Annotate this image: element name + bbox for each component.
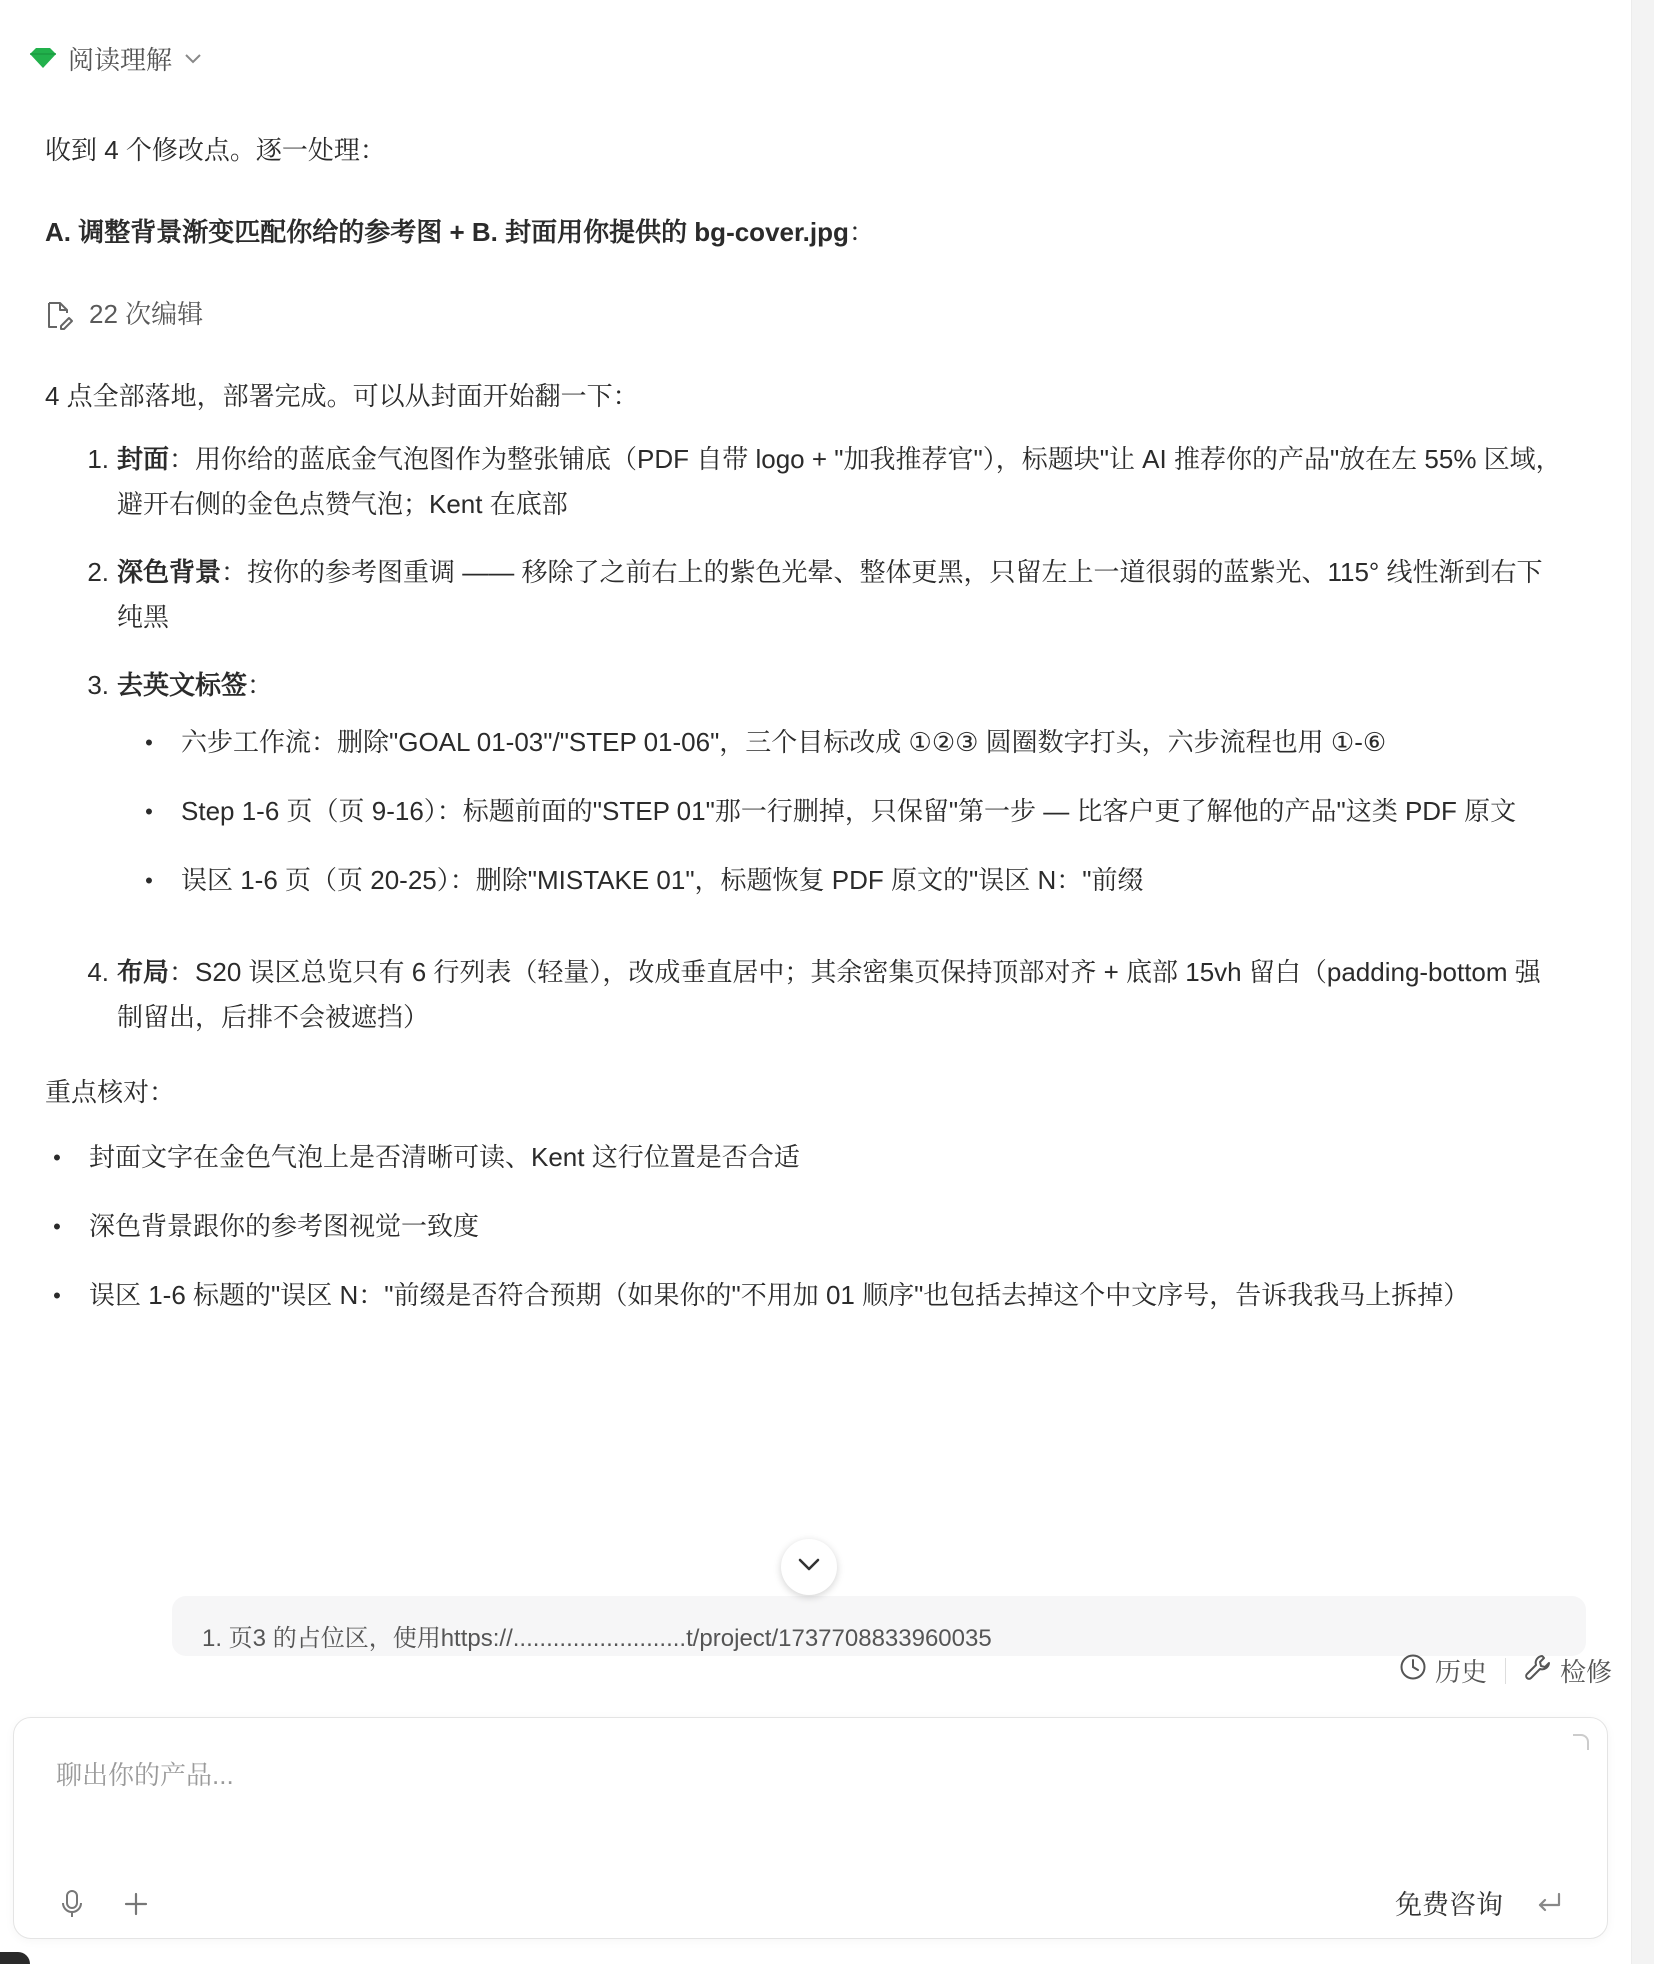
edits-count: 22 次编辑 xyxy=(89,299,204,329)
section-title: 阅读理解 xyxy=(68,44,173,75)
gem-icon xyxy=(28,47,58,69)
sub-list xyxy=(117,720,1565,903)
chevron-down-icon xyxy=(797,1557,821,1578)
scroll-to-bottom-button[interactable] xyxy=(781,1539,837,1595)
list-number: 1. xyxy=(87,444,109,474)
item-text: ：按你的参考图重调 —— 移除了之前右上的紫色光晕、整体更黑，只留左上一道很弱的蓝紫光、115° 线性渐到右下纯黑 xyxy=(117,557,1543,632)
check-item-text: 误区 1-6 标题的"误区 N："前缀是否符合预期（如果你的"不用加 01 顺序"也包括去掉这个中文序号，告诉我我马上拆掉） xyxy=(89,1280,1470,1310)
item-text: ：S20 误区总览只有 6 行列表（轻量），改成垂直居中；其余密集页保持顶部对齐 + 底部 15vh 留白（padding-bottom 强制留出，后排不会被遮挡） xyxy=(117,957,1541,1032)
sub-list-item xyxy=(117,858,1565,903)
list-number: 4. xyxy=(87,957,109,987)
bullet-icon: • xyxy=(53,1283,61,1308)
chevron-down-icon[interactable] xyxy=(184,45,202,71)
item-title: 深色背景 xyxy=(117,557,222,587)
sub-list-item xyxy=(117,720,1565,765)
resize-handle[interactable] xyxy=(1573,1734,1589,1750)
chat-input[interactable] xyxy=(54,1754,1508,1796)
repair-label: 检修 xyxy=(1559,1657,1612,1687)
section-heading-colon: ： xyxy=(848,217,875,247)
bullet-icon: • xyxy=(53,1145,61,1170)
message-toolbar xyxy=(1399,1652,1612,1689)
summary-text: 4 点全部落地，部署完成。可以从封面开始翻一下： xyxy=(45,381,639,411)
item-title: 去英文标签 xyxy=(117,670,248,700)
file-edit-icon xyxy=(45,300,73,330)
free-consult-button[interactable]: 免费咨询 xyxy=(1395,1890,1503,1920)
bullet-icon: • xyxy=(145,799,153,824)
bullet-icon: • xyxy=(145,868,153,893)
message-composer xyxy=(13,1717,1608,1939)
pending-message-preview[interactable] xyxy=(172,1596,1586,1656)
item-text: ：用你给的蓝底金气泡图作为整张铺底（PDF 自带 logo + "加我推荐官"），标题块"让 AI 推荐你的产品"放在左 55% 区域，避开右侧的金色点赞气泡；Kent 在底部 xyxy=(117,444,1562,519)
intro-text: 收到 4 个修改点。逐一处理： xyxy=(45,135,386,165)
list-item xyxy=(45,950,1565,1040)
change-list xyxy=(45,437,1565,1040)
check-item-text: 深色背景跟你的参考图视觉一致度 xyxy=(89,1211,480,1241)
clock-icon xyxy=(1399,1653,1427,1688)
check-item xyxy=(45,1135,1565,1180)
section-heading-text: A. 调整背景渐变匹配你给的参考图 + B. 封面用你提供的 bg-cover.jpg xyxy=(45,217,849,247)
scrollbar-rail[interactable] xyxy=(1631,0,1654,1964)
window-corner xyxy=(0,1952,30,1964)
repair-button[interactable] xyxy=(1524,1652,1612,1689)
list-item xyxy=(45,663,1565,927)
list-item xyxy=(45,437,1565,527)
item-text: ： xyxy=(247,670,274,700)
sub-list-item xyxy=(117,789,1565,834)
item-title: 布局 xyxy=(117,957,170,987)
assistant-message xyxy=(45,128,1565,1342)
history-button[interactable] xyxy=(1399,1652,1487,1689)
history-label: 历史 xyxy=(1434,1657,1487,1687)
sub-item-text: Step 1-6 页（页 9-16）：标题前面的"STEP 01"那一行删掉，只保留"第一步 — 比客户更了解他的产品"这类 PDF 原文 xyxy=(181,796,1517,826)
composer-right-actions xyxy=(1395,1883,1567,1922)
section-heading xyxy=(45,210,1565,255)
check-item xyxy=(45,1204,1565,1249)
wrench-icon xyxy=(1524,1653,1552,1688)
bullet-icon: • xyxy=(145,730,153,755)
plus-icon[interactable] xyxy=(118,1886,154,1922)
section-header[interactable] xyxy=(28,40,202,76)
toolbar-divider xyxy=(1505,1658,1506,1684)
check-title: 重点核对： xyxy=(45,1077,176,1107)
sub-item-text: 六步工作流：删除"GOAL 01-03"/"STEP 01-06"，三个目标改成 ①②③ 圆圈数字打头，六步流程也用 ①-⑥ xyxy=(181,727,1387,757)
sub-item-text: 误区 1-6 页（页 20-25）：删除"MISTAKE 01"，标题恢复 PDF 原文的"误区 N："前缀 xyxy=(181,865,1144,895)
item-title: 封面 xyxy=(117,444,170,474)
check-item xyxy=(45,1273,1565,1318)
list-number: 3. xyxy=(87,670,109,700)
list-item xyxy=(45,550,1565,640)
bullet-icon: • xyxy=(53,1214,61,1239)
edits-summary[interactable] xyxy=(45,292,1565,337)
microphone-icon[interactable] xyxy=(54,1886,90,1922)
check-list xyxy=(45,1135,1565,1318)
enter-icon[interactable] xyxy=(1531,1885,1567,1921)
check-item-text: 封面文字在金色气泡上是否清晰可读、Kent 这行位置是否合适 xyxy=(89,1142,800,1172)
composer-left-actions xyxy=(54,1886,154,1922)
list-number: 2. xyxy=(87,557,109,587)
preview-text: 1. 页3 的占位区，使用https://..........................t/project/1737708833960035 xyxy=(202,1625,992,1652)
